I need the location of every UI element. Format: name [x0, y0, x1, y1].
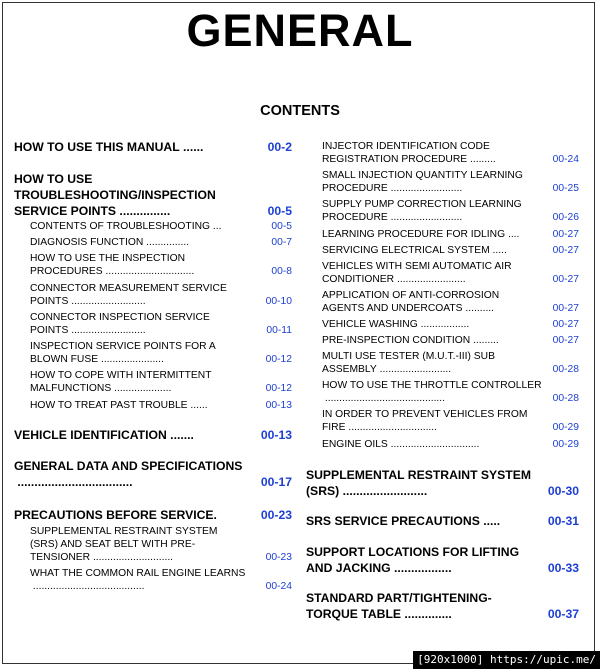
toc-page-number[interactable]: 00-8 — [271, 266, 292, 277]
toc-entry[interactable] — [14, 171, 292, 219]
toc-page-number[interactable]: 00-10 — [265, 296, 292, 307]
toc-entry-text: GENERAL DATA AND SPECIFICATIONS — [14, 459, 243, 473]
toc-leader-dots: ......................... — [387, 212, 463, 223]
toc-entry[interactable] — [306, 467, 579, 499]
toc-leader-dots: ...... — [187, 400, 208, 411]
toc-entry-text: PROCEDURE — [322, 212, 388, 223]
toc-page-number[interactable]: 00-7 — [271, 237, 292, 248]
toc-entry-text: DIAGNOSIS FUNCTION — [30, 237, 144, 248]
toc-entry-text: HOW TO USE THE THROTTLE CONTROLLER — [322, 380, 542, 391]
toc-leader-dots: ..... — [489, 245, 507, 256]
toc-entry-text: (SRS) — [306, 484, 340, 498]
toc-entry-text: SERVICE POINTS — [14, 204, 117, 218]
toc-page-number[interactable]: 00-5 — [271, 221, 292, 232]
toc-entry-text: HOW TO COPE WITH INTERMITTENT — [30, 370, 212, 381]
toc-entry[interactable] — [322, 438, 579, 451]
toc-entry-text: ENGINE OILS — [322, 439, 388, 450]
toc-leader-dots: ... — [210, 221, 222, 232]
toc-entry-text: PRECAUTIONS BEFORE SERVICE. — [14, 508, 217, 522]
toc-entry[interactable] — [30, 340, 292, 366]
toc-entry[interactable] — [306, 513, 579, 529]
toc-leader-dots: .......................................... — [322, 393, 446, 404]
toc-entry[interactable] — [306, 590, 579, 622]
toc-entry[interactable] — [14, 507, 292, 523]
toc-entry-text: CONTENTS OF TROUBLESHOOTING — [30, 221, 211, 232]
toc-entry-text: SUPPLY PUMP CORRECTION LEARNING — [322, 199, 522, 210]
toc-leader-dots: ....................................... — [30, 581, 145, 592]
toc-entry[interactable] — [322, 169, 579, 195]
toc-entry-text: SERVICING ELECTRICAL SYSTEM — [322, 245, 490, 256]
toc-entry-text: LEARNING PROCEDURE FOR IDLING — [322, 229, 506, 240]
toc-entry-text: SUPPLEMENTAL RESTRAINT SYSTEM — [30, 526, 218, 537]
toc-page-number[interactable]: 00-12 — [265, 354, 292, 365]
toc-page-number[interactable]: 00-26 — [552, 212, 579, 223]
toc-leader-dots: ......... — [470, 335, 499, 346]
toc-entry[interactable] — [30, 282, 292, 308]
toc-entry-text: STANDARD PART/TIGHTENING- — [306, 591, 492, 605]
toc-entry[interactable] — [322, 140, 579, 166]
toc-entry[interactable] — [30, 236, 292, 249]
toc-page-number[interactable]: 00-27 — [552, 319, 579, 330]
toc-entry[interactable] — [30, 311, 292, 337]
toc-entry-text: (SRS) AND SEAT BELT WITH PRE- — [30, 539, 196, 550]
toc-leader-dots: ............... — [116, 204, 171, 218]
toc-page-number[interactable]: 00-11 — [266, 325, 292, 336]
toc-entry-text: TENSIONER — [30, 552, 91, 563]
toc-leader-dots: .... — [505, 229, 520, 240]
toc-page-number[interactable]: 00-23 — [265, 552, 292, 563]
toc-leader-dots: .......................... — [68, 296, 146, 307]
toc-entry-text: VEHICLE IDENTIFICATION — [14, 428, 167, 442]
toc-page-number[interactable]: 00-27 — [552, 229, 579, 240]
toc-leader-dots: ...................... — [98, 354, 164, 365]
toc-leader-dots: .................... — [111, 383, 172, 394]
toc-leader-dots: .......... — [462, 303, 495, 314]
toc-leader-dots: ...... — [179, 140, 204, 154]
toc-entry-text: SRS SERVICE PRECAUTIONS — [306, 514, 480, 528]
toc-entry-text: VEHICLE WASHING — [322, 319, 418, 330]
toc-leader-dots: ............................ — [90, 552, 174, 563]
toc-page-number[interactable]: 00-27 — [552, 245, 579, 256]
toc-entry[interactable] — [30, 252, 292, 278]
toc-entry[interactable] — [322, 198, 579, 224]
toc-leader-dots: .......................... — [68, 325, 146, 336]
toc-entry-text: PROCEDURES — [30, 266, 103, 277]
toc-leader-dots: .................................. — [14, 475, 133, 489]
toc-entry-text: TROUBLESHOOTING/INSPECTION — [14, 188, 216, 202]
toc-entry-text: ASSEMBLY — [322, 364, 377, 375]
toc-leader-dots: ............... — [143, 237, 190, 248]
toc-page-number[interactable]: 00-27 — [552, 274, 579, 285]
toc-entry-text: SUPPORT LOCATIONS FOR LIFTING — [306, 545, 520, 559]
toc-page-number[interactable]: 00-5 — [267, 204, 292, 218]
toc-entry-text: HOW TO TREAT PAST TROUBLE — [30, 400, 188, 411]
toc-entry[interactable] — [322, 408, 579, 434]
toc-entry-text: AND JACKING — [306, 561, 391, 575]
toc-leader-dots: ........................ — [394, 274, 466, 285]
toc-leader-dots: .............. — [401, 607, 452, 621]
toc-page-number[interactable]: 00-28 — [552, 364, 579, 375]
toc-entry-text: TORQUE TABLE — [306, 607, 402, 621]
toc-leader-dots: ......................... — [387, 183, 463, 194]
toc-entry[interactable] — [30, 567, 292, 593]
toc-page-number[interactable]: 00-27 — [552, 303, 579, 314]
toc-entry-text: MULTI USE TESTER (M.U.T.-III) SUB — [322, 351, 495, 362]
toc-entry-text: HOW TO USE THIS MANUAL — [14, 140, 180, 154]
toc-leader-dots: ......... — [467, 154, 496, 165]
toc-entry[interactable] — [30, 525, 292, 564]
toc-page-number[interactable]: 00-27 — [552, 335, 579, 346]
image-size-watermark: [920x1000] https://upic.me/ — [413, 651, 600, 669]
toc-entry[interactable] — [14, 427, 292, 443]
toc-entry-text: SMALL INJECTION QUANTITY LEARNING — [322, 170, 523, 181]
toc-entry-text: INSPECTION SERVICE POINTS FOR A — [30, 341, 216, 352]
toc-leader-dots: ............................... — [345, 422, 438, 433]
toc-entry-text: REGISTRATION PROCEDURE — [322, 154, 468, 165]
toc-page-number[interactable]: 00-13 — [265, 400, 292, 411]
toc-entry-text: INJECTOR IDENTIFICATION CODE — [322, 141, 490, 152]
toc-page-number[interactable]: 00-30 — [547, 484, 579, 498]
toc-entry-text: SUPPLEMENTAL RESTRAINT SYSTEM — [306, 468, 532, 482]
toc-entry[interactable] — [322, 260, 579, 286]
toc-entry[interactable] — [322, 350, 579, 376]
page-title: GENERAL — [186, 5, 414, 56]
toc-entry-text: CONNECTOR MEASUREMENT SERVICE — [30, 283, 227, 294]
toc-entry-text: PRE-INSPECTION CONDITION — [322, 335, 471, 346]
toc-leader-dots: ................. — [417, 319, 470, 330]
toc-entry-text: CONNECTOR INSPECTION SERVICE — [30, 312, 210, 323]
toc-entry[interactable] — [322, 289, 579, 315]
toc-entry[interactable] — [322, 228, 579, 241]
toc-page-number[interactable]: 00-29 — [552, 439, 579, 450]
toc-entry[interactable] — [322, 318, 579, 331]
toc-page-number[interactable]: 00-24 — [265, 581, 292, 592]
toc-entry[interactable] — [30, 399, 292, 412]
toc-leader-dots: ......................... — [376, 364, 452, 375]
toc-page-number[interactable]: 00-23 — [260, 508, 292, 522]
toc-entry-text: HOW TO USE — [14, 172, 93, 186]
toc-page-number[interactable]: 00-17 — [260, 475, 292, 489]
toc-page-number[interactable]: 00-25 — [552, 183, 579, 194]
toc-leader-dots: ......................... — [339, 484, 428, 498]
toc-leader-dots: ....... — [166, 428, 194, 442]
toc-entry-text: MALFUNCTIONS — [30, 383, 112, 394]
toc-entry[interactable] — [14, 458, 292, 490]
toc-leader-dots: ............................... — [387, 439, 480, 450]
toc-entry[interactable] — [306, 544, 579, 576]
toc-page-number[interactable]: 00-13 — [260, 428, 292, 442]
toc-entry-text: VEHICLES WITH SEMI AUTOMATIC AIR — [322, 261, 512, 272]
toc-page-number[interactable]: 00-37 — [547, 607, 579, 621]
toc-leader-dots: ................. — [390, 561, 452, 575]
toc-entry[interactable] — [322, 334, 579, 347]
toc-entry-text: AGENTS AND UNDERCOATS — [322, 303, 463, 314]
toc-entry[interactable] — [14, 139, 292, 155]
toc-entry-text: POINTS — [30, 325, 69, 336]
toc-entry-text: HOW TO USE THE INSPECTION — [30, 253, 186, 264]
toc-entry-text: WHAT THE COMMON RAIL ENGINE LEARNS — [30, 568, 246, 579]
toc-entry[interactable] — [30, 369, 292, 395]
contents-heading: CONTENTS — [260, 103, 340, 119]
toc-entry-text: POINTS — [30, 296, 69, 307]
toc-entry-text: FIRE — [322, 422, 346, 433]
toc-entry[interactable] — [30, 220, 292, 233]
toc-entry-text: APPLICATION OF ANTI-CORROSION — [322, 290, 500, 301]
toc-page-number[interactable]: 00-28 — [552, 393, 579, 404]
toc-page-number[interactable]: 00-29 — [552, 422, 579, 433]
toc-entry-text: PROCEDURE — [322, 183, 388, 194]
toc-entry-text: BLOWN FUSE — [30, 354, 99, 365]
toc-page-number[interactable]: 00-24 — [552, 154, 579, 165]
toc-page-number[interactable]: 00-31 — [547, 514, 579, 528]
toc-leader-dots: ............................... — [102, 266, 195, 277]
toc-leader-dots — [217, 507, 257, 523]
toc-leader-dots: ..... — [479, 514, 501, 528]
toc-entry-text: IN ORDER TO PREVENT VEHICLES FROM — [322, 409, 528, 420]
toc-page-number[interactable]: 00-12 — [265, 383, 292, 394]
toc-page-number[interactable]: 00-33 — [547, 561, 579, 575]
toc-entry[interactable] — [322, 379, 579, 405]
toc-entry-text: CONDITIONER — [322, 274, 395, 285]
toc-entry[interactable] — [322, 244, 579, 257]
toc-page-number[interactable]: 00-2 — [267, 140, 292, 154]
